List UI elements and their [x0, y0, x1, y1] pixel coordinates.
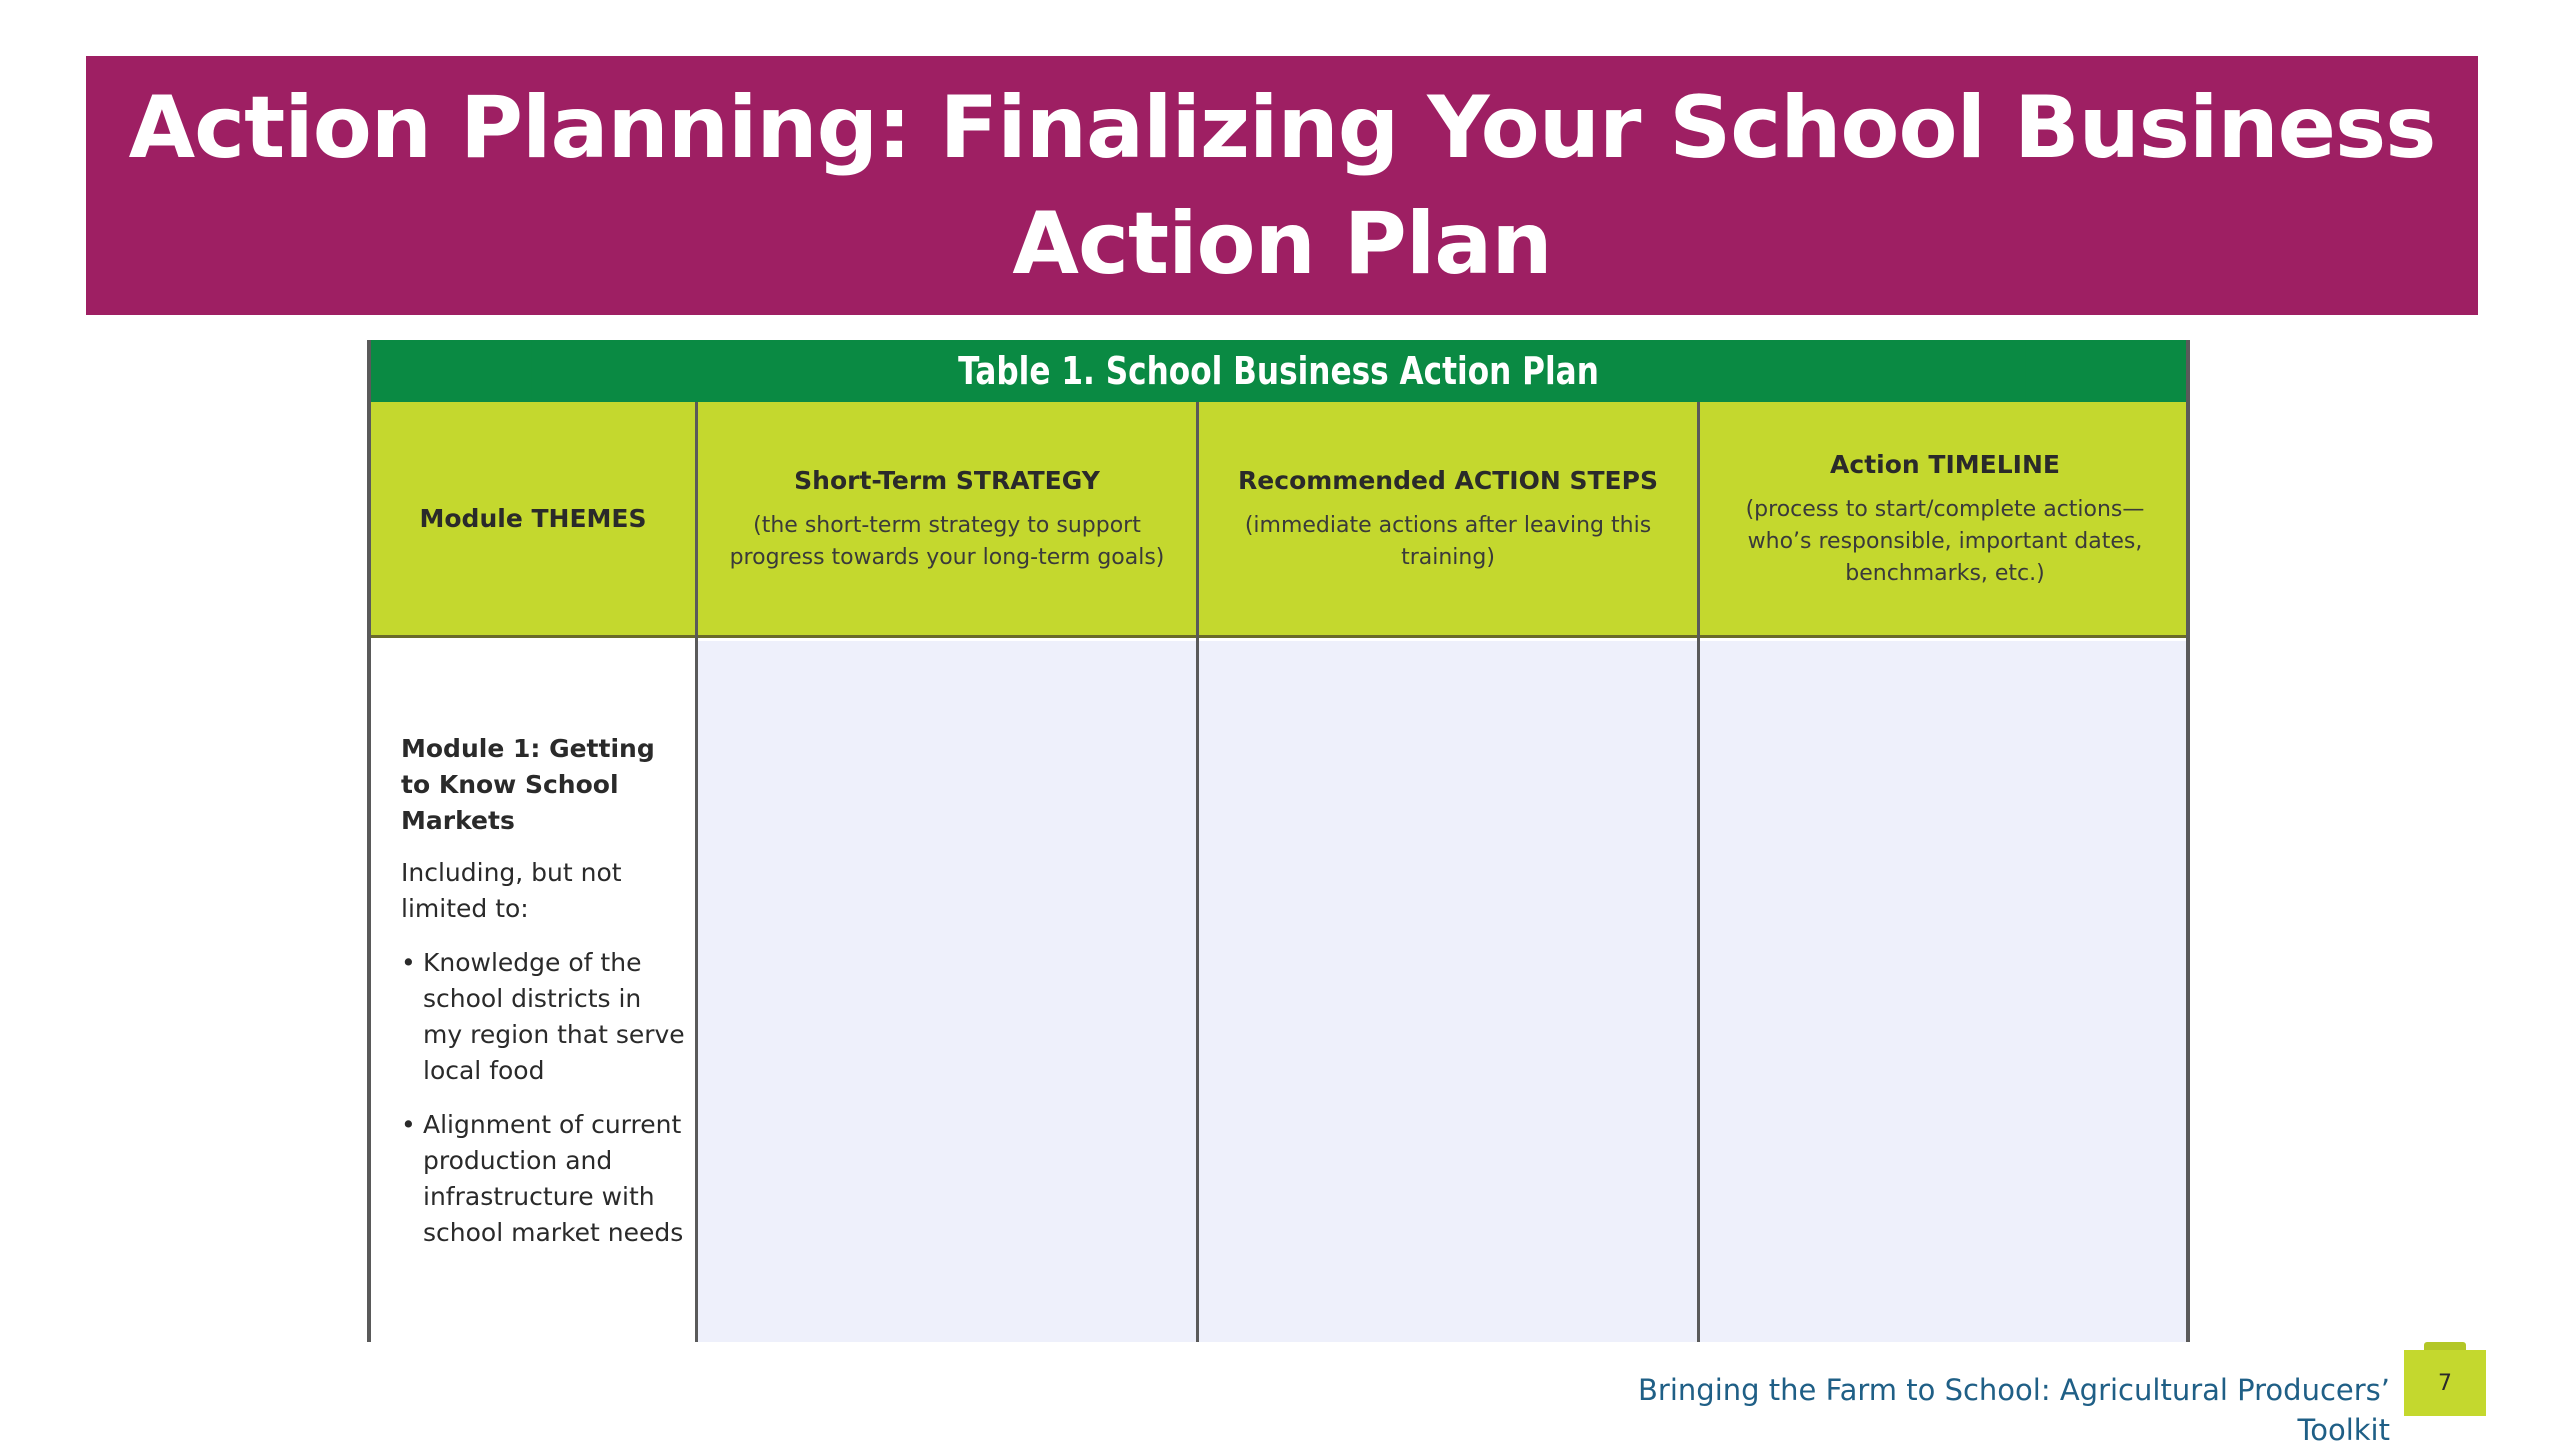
theme-intro: Including, but not limited to: — [401, 858, 622, 923]
timeline-input-cell[interactable] — [1700, 641, 2190, 1342]
header-cell-strategy — [698, 402, 1196, 638]
header-cell-themes — [371, 402, 695, 638]
theme-title: Module 1: Getting to Know School Markets — [401, 734, 655, 835]
theme-bullet-list — [401, 945, 685, 1251]
bullet-icon: • — [401, 948, 416, 977]
list-item — [401, 1107, 685, 1251]
header-title-action-steps: Recommended ACTION STEPS — [1238, 465, 1658, 495]
column-divider — [1697, 402, 1700, 1342]
bullet-text: Knowledge of the school districts in my region that serve local food — [423, 948, 685, 1085]
page-number-badge: 7 — [2404, 1350, 2486, 1416]
header-subtitle-action-steps: (immediate actions after leaving this training) — [1244, 512, 1652, 570]
list-item — [401, 945, 685, 1089]
header-title-strategy: Short-Term STRATEGY — [794, 465, 1100, 495]
header-cell-action-steps — [1199, 402, 1697, 638]
header-title-timeline: Action TIMELINE — [1830, 449, 2060, 479]
footer-title: Bringing the Farm to School: Agricultural Producers’ Toolkit — [1638, 1373, 2390, 1447]
bullet-icon: • — [401, 1110, 416, 1139]
action-steps-input-cell[interactable] — [1199, 641, 1697, 1342]
slide-title: Action Planning: Finalizing Your School Business Action Plan — [128, 77, 2436, 294]
strategy-input-cell[interactable] — [698, 641, 1196, 1342]
bullet-text: Alignment of current production and infrastructure with school market needs — [423, 1110, 684, 1247]
header-subtitle-timeline: (process to start/complete actions—who’s responsible, important dates, benchmarks, etc.) — [1745, 496, 2145, 586]
column-divider — [1196, 402, 1199, 1342]
table-caption: Table 1. School Business Action Plan — [531, 340, 2026, 402]
column-divider — [695, 402, 698, 1342]
header-subtitle-strategy: (the short-term strategy to support progress towards your long-term goals) — [729, 512, 1165, 570]
title-banner — [86, 56, 2478, 315]
header-title-themes: Module THEMES — [419, 503, 647, 533]
header-cell-timeline — [1700, 402, 2190, 638]
action-plan-table — [367, 340, 2190, 1342]
theme-cell-module-1 — [371, 641, 695, 1342]
